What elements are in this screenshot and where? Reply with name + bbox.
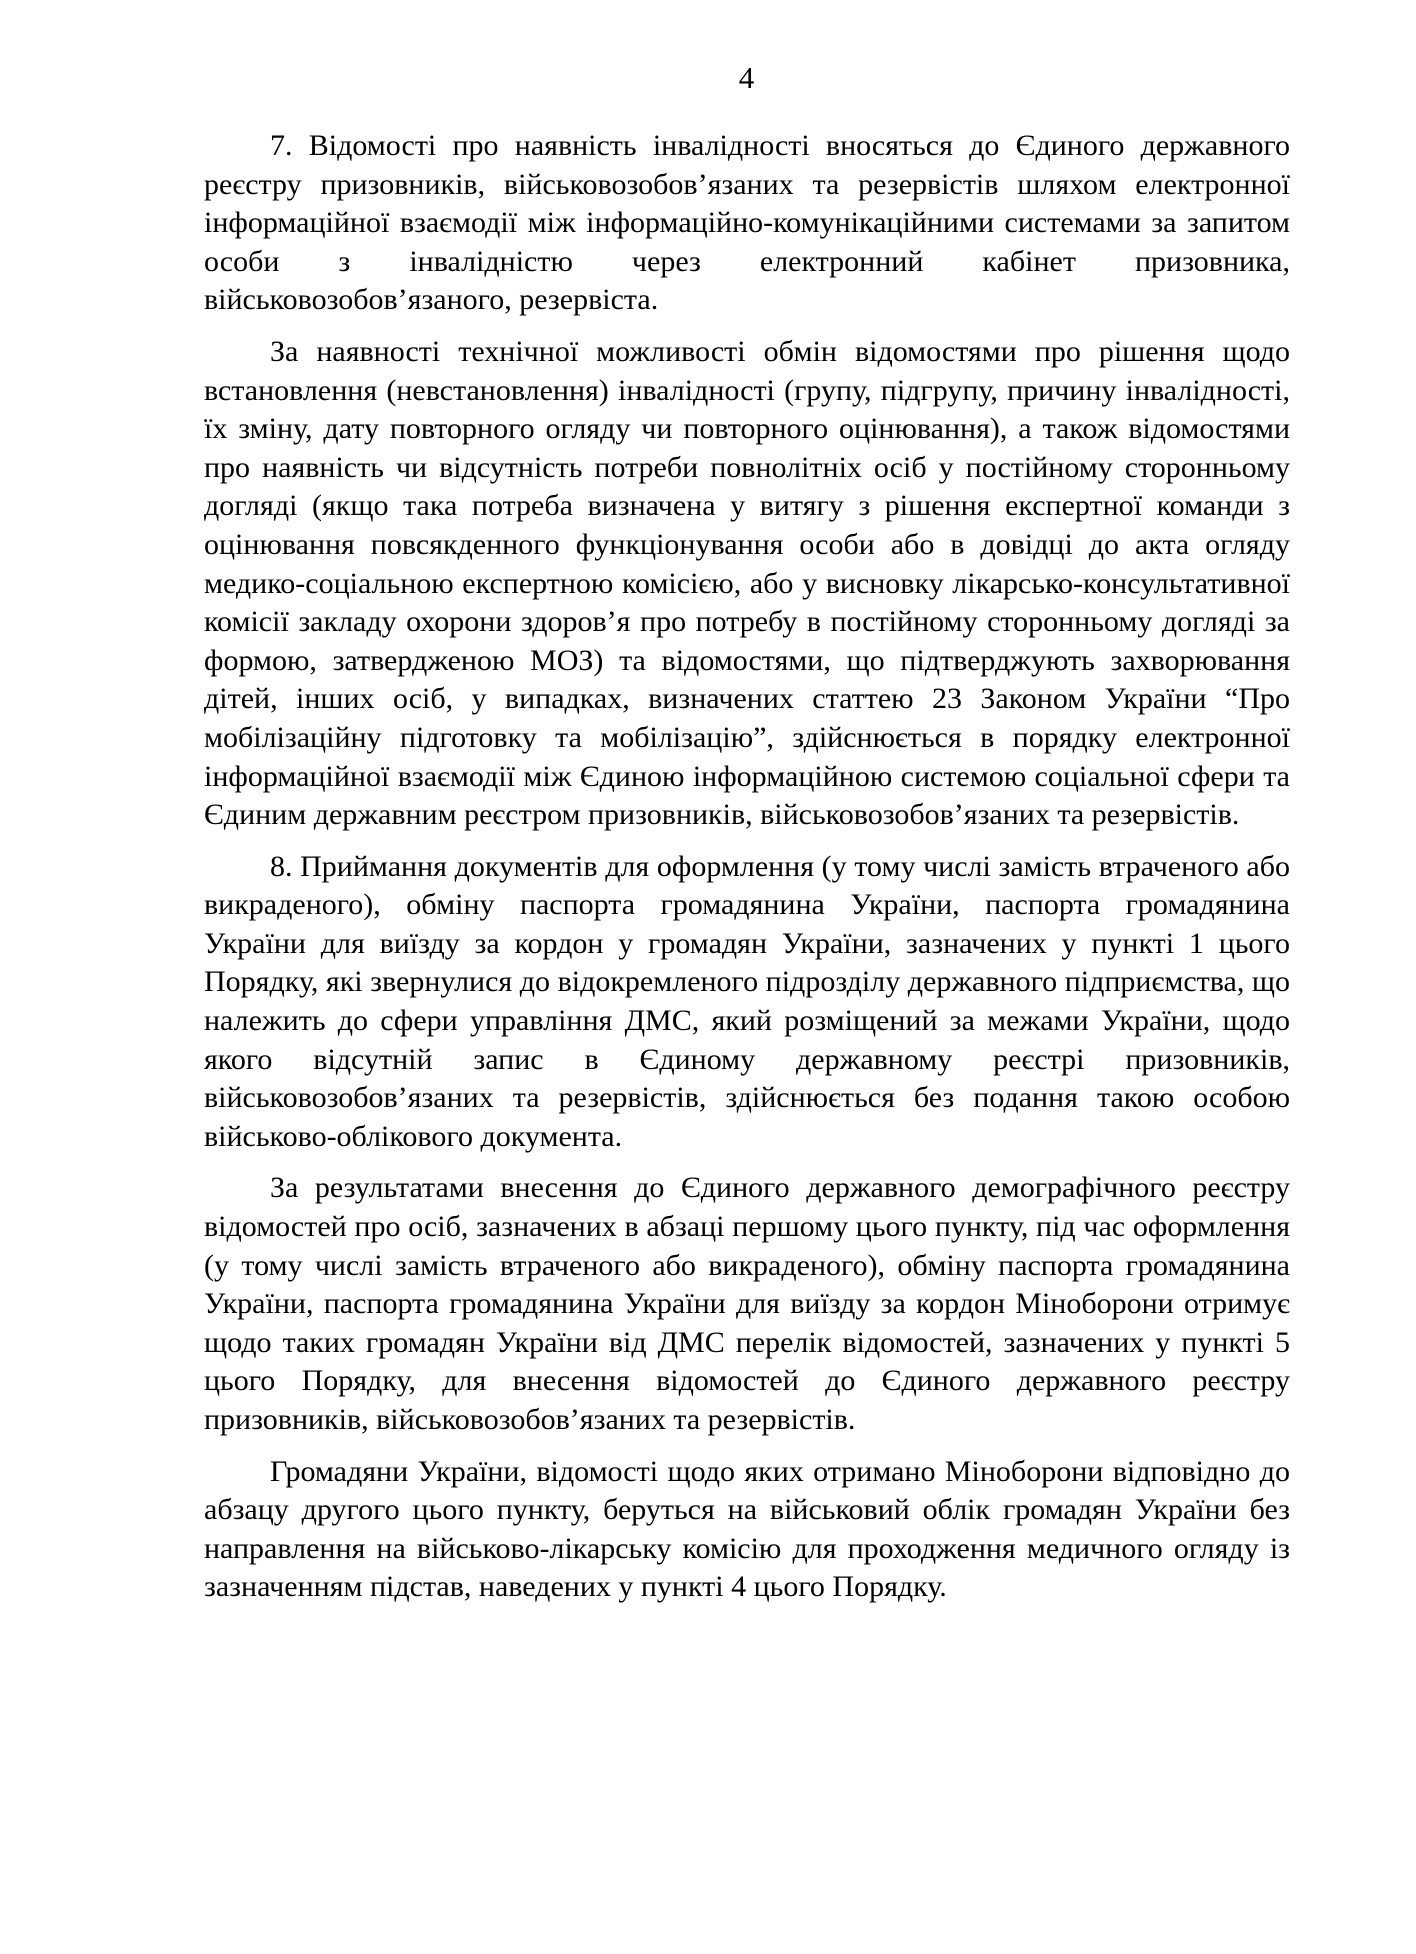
paragraph-7: 7. Відомості про наявність інвалідності вносяться до Єдиного державного реєстру призовників, військовозобов’язаних та резервістів шляхом електронної інформаційної взаємодії між інформаційно-комунікаційними системами за запитом особи з інвалідністю через електронний кабінет призовника, військовозобов’язаного, резервіста.	[204, 129, 1290, 317]
paragraph-7-exchange: За наявності технічної можливості обмін відомостями про рішення щодо встановлення (невстановлення) інвалідності (групу, підгрупу, причину інвалідності, їх зміну, дату повторного огляду чи повторного оцінювання), а також відомостями про наявність чи відсутність потреби повнолітніх осіб у постійному сторонньому догляді (якщо така потреба визначена у витягу з рішення експертної команди з оцінювання повсякденного функціонування особи або в довідці до акта огляду медико-соціальною експертною комісією, або у висновку лікарсько-консультативної комісії закладу охорони здоров’я про потребу в постійному сторонньому догляді за формою, затвердженою МОЗ) та відомостями, що підтверджують захворювання дітей, інших осіб, у випадках, визначених статтею 23 Законом України “Про мобілізаційну підготовку та мобілізацію”, здійснюється в порядку електронної інформаційної взаємодії між Єдиною інформаційною системою соціальної сфери та Єдиним державним реєстром призовників, військовозобов’язаних та резервістів.	[204, 334, 1290, 832]
paragraph-8: 8. Приймання документів для оформлення (у тому числі замість втраченого або викраденого), обміну паспорта громадянина України, паспорта громадянина України для виїзду за кордон у громадян України, зазначених у пункті 1 цього Порядку, які звернулися до відокремленого підрозділу державного підприємства, що належить до сфери управління ДМС, який розміщений за межами України, щодо якого відсутній запис в Єдиному державному реєстрі призовників, військовозобов’язаних та резервістів, здійснюється без подання такою особою військово-облікового документа.	[204, 849, 1290, 1153]
paragraph-8-citizens: Громадяни України, відомості щодо яких отримано Міноборони відповідно до абзацу другого цього пункту, беруться на військовий облік громадян України без направлення на військово-лікарську комісію для проходження медичного огляду із зазначенням підстав, наведених у пункті 4 цього Порядку.	[204, 1454, 1290, 1604]
document-body	[204, 127, 1290, 1620]
paragraph-8-results: За результатами внесення до Єдиного державного демографічного реєстру відомостей про осіб, зазначених в абзаці першому цього пункту, під час оформлення (у тому числі замість втраченого або викраденого), обміну паспорта громадянина України, паспорта громадянина України для виїзду за кордон Міноборони отримує щодо таких громадян України від ДМС перелік відомостей, зазначених у пункті 5 цього Порядку, для внесення відомостей до Єдиного державного реєстру призовників, військовозобов’язаних та резервістів.	[204, 1171, 1290, 1436]
page-number: 4	[738, 60, 755, 95]
